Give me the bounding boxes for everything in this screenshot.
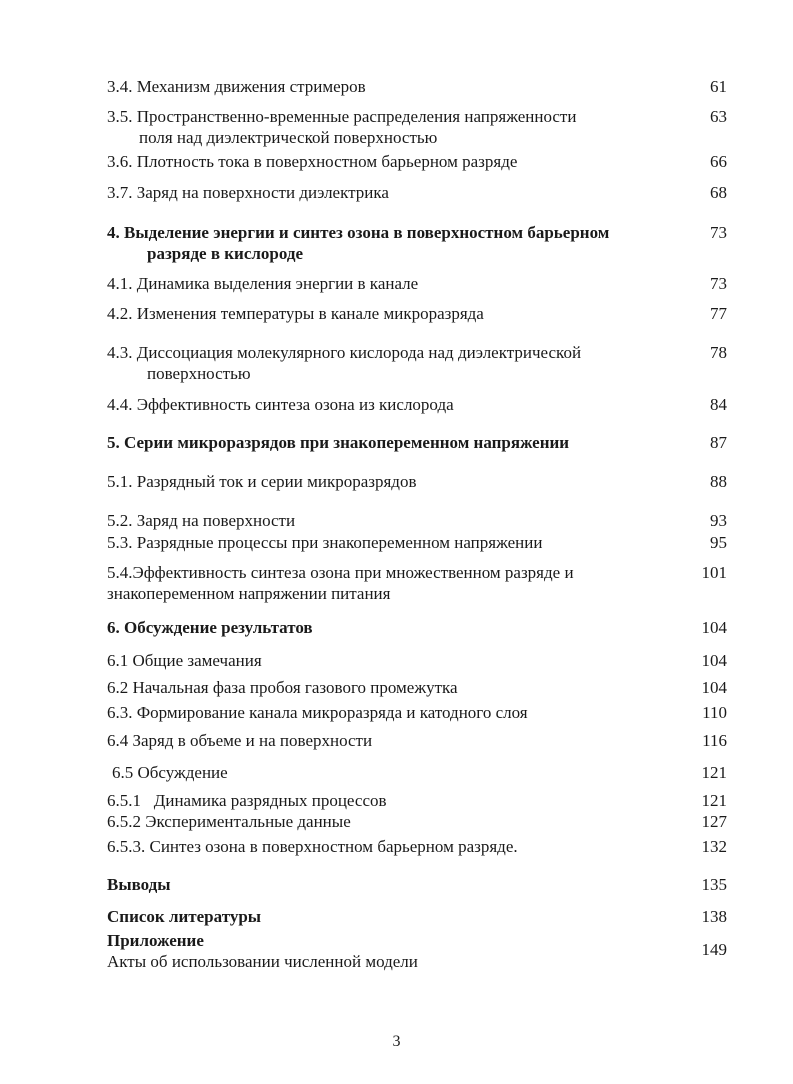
toc-entry: 6.3. Формирование канала микроразряда и катодного слоя 110 <box>107 703 727 722</box>
toc-entry: 6.5.2 Экспериментальные данные 127 <box>107 812 727 831</box>
toc-entry: 4.1. Динамика выделения энергии в канале 73 <box>107 274 727 293</box>
toc-entry: 4.3. Диссоциация молекулярного кислорода над диэлектрической поверхностью 78 <box>107 343 727 383</box>
page-number: 3 <box>392 1033 401 1050</box>
toc-chapter: Приложение Акты об использовании численной модели 149 <box>107 931 727 971</box>
toc-entry: 5.1. Разрядный ток и серии микроразрядов 88 <box>107 472 727 491</box>
toc-entry: 6.5.1 Динамика разрядных процессов 121 <box>107 791 727 810</box>
toc-chapter: 4. Выделение энергии и синтез озона в поверхностном барьерном разряде в кислороде 73 <box>107 223 727 263</box>
toc-entry: 3.7. Заряд на поверхности диэлектрика 68 <box>107 183 727 202</box>
toc-chapter: 6. Обсуждение результатов 104 <box>107 618 727 637</box>
toc-entry: 5.4.Эффективность синтеза озона при множественном разряде и знакопеременном напряжении питания 101 <box>107 563 727 603</box>
toc-chapter: Выводы 135 <box>107 875 727 894</box>
toc-chapter: 5. Серии микроразрядов при знакопеременном напряжении 87 <box>107 433 727 452</box>
toc-chapter: Список литературы 138 <box>107 907 727 926</box>
toc-entry: 4.2. Изменения температуры в канале микроразряда 77 <box>107 304 727 323</box>
toc-entry: 5.2. Заряд на поверхности 93 <box>107 511 727 530</box>
toc-entry: 3.6. Плотность тока в поверхностном барьерном разряде 66 <box>107 152 727 171</box>
toc-entry: 6.2 Начальная фаза пробоя газового промежутка 104 <box>107 678 727 697</box>
toc-entry: 3.5. Пространственно-временные распределения напряженности поля над диэлектрической поверхностью 63 <box>107 107 727 147</box>
toc-entry: 6.5 Обсуждение 121 <box>112 763 727 782</box>
toc-entry: 3.4. Механизм движения стримеров 61 <box>107 77 727 96</box>
toc-entry: 6.1 Общие замечания 104 <box>107 651 727 670</box>
toc-entry: 6.5.3. Синтез озона в поверхностном барьерном разряде. 132 <box>107 837 727 856</box>
toc-entry: 6.4 Заряд в объеме и на поверхности 116 <box>107 731 727 750</box>
toc-entry: 5.3. Разрядные процессы при знакопеременном напряжении 95 <box>107 533 727 552</box>
toc-entry: 4.4. Эффективность синтеза озона из кислорода 84 <box>107 395 727 414</box>
